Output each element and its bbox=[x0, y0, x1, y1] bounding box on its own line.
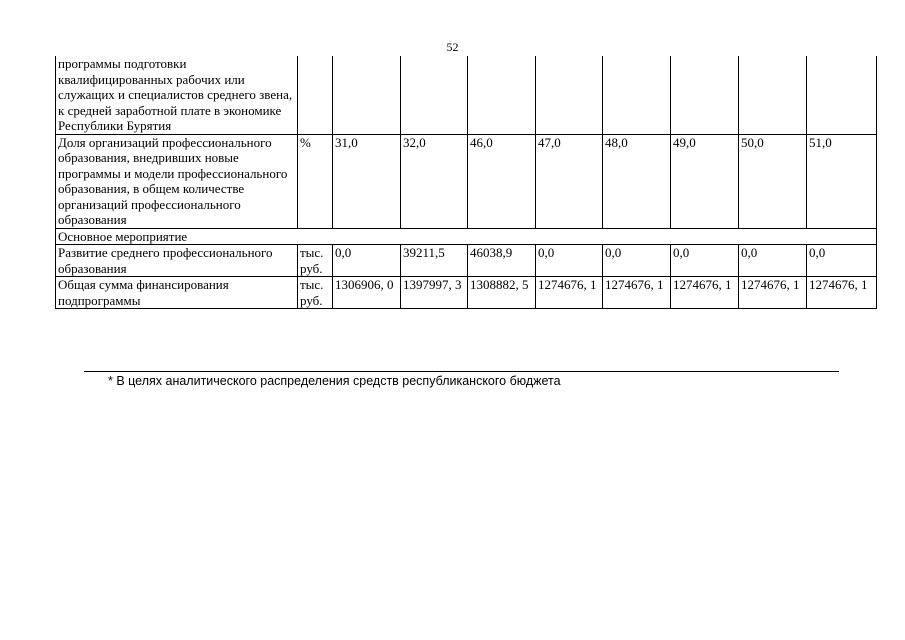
table-cell: 1274676, 1 bbox=[536, 277, 603, 309]
table-cell: 1274676, 1 bbox=[739, 277, 807, 309]
section-row bbox=[56, 228, 877, 245]
table-cell bbox=[468, 56, 536, 134]
table-cell: 49,0 bbox=[671, 134, 739, 228]
footnote: * В целях аналитического распределения средств республиканского бюджета bbox=[108, 374, 561, 388]
table-cell bbox=[401, 56, 468, 134]
table-row bbox=[56, 56, 877, 134]
table-cell: 0,0 bbox=[807, 245, 877, 277]
table-cell: 50,0 bbox=[739, 134, 807, 228]
table-cell bbox=[333, 56, 401, 134]
table-cell: 51,0 bbox=[807, 134, 877, 228]
row-unit: тыс. руб. bbox=[298, 277, 333, 309]
table-cell: 31,0 bbox=[333, 134, 401, 228]
row-unit: тыс. руб. bbox=[298, 245, 333, 277]
table-cell: 1274676, 1 bbox=[671, 277, 739, 309]
indicators-table bbox=[55, 56, 877, 309]
table-cell bbox=[536, 56, 603, 134]
table-cell: 1274676, 1 bbox=[603, 277, 671, 309]
table-cell bbox=[603, 56, 671, 134]
table-row bbox=[56, 245, 877, 277]
table-cell: 0,0 bbox=[603, 245, 671, 277]
section-title: Основное мероприятие bbox=[56, 228, 877, 245]
row-label: программы подготовки квалифицированных рабочих или служащих и специалистов среднего звена, к средней заработной плате в экономике Республики Бурятия bbox=[56, 56, 298, 134]
row-label: Развитие среднего профессионального образования bbox=[56, 245, 298, 277]
table-cell: 1274676, 1 bbox=[807, 277, 877, 309]
table-cell: 1397997, 3 bbox=[401, 277, 468, 309]
table-cell bbox=[671, 56, 739, 134]
table-cell: 0,0 bbox=[739, 245, 807, 277]
table-row bbox=[56, 277, 877, 309]
row-unit: % bbox=[298, 134, 333, 228]
table-cell: 0,0 bbox=[333, 245, 401, 277]
table-row bbox=[56, 134, 877, 228]
table-cell: 46,0 bbox=[468, 134, 536, 228]
table-cell: 47,0 bbox=[536, 134, 603, 228]
table-cell: 39211,5 bbox=[401, 245, 468, 277]
table-cell: 1306906, 0 bbox=[333, 277, 401, 309]
footnote-divider bbox=[84, 371, 839, 372]
table-cell: 32,0 bbox=[401, 134, 468, 228]
table-cell: 0,0 bbox=[671, 245, 739, 277]
row-unit bbox=[298, 56, 333, 134]
row-label: Общая сумма финансирования подпрограммы bbox=[56, 277, 298, 309]
table-cell bbox=[807, 56, 877, 134]
table-cell: 1308882, 5 bbox=[468, 277, 536, 309]
page-number: 52 bbox=[446, 40, 459, 54]
table-cell: 48,0 bbox=[603, 134, 671, 228]
table-cell: 0,0 bbox=[536, 245, 603, 277]
table-cell: 46038,9 bbox=[468, 245, 536, 277]
table-cell bbox=[739, 56, 807, 134]
row-label: Доля организаций профессионального образования, внедривших новые программы и модели профессионального образования, в общем количестве организаций профессионального образования bbox=[56, 134, 298, 228]
